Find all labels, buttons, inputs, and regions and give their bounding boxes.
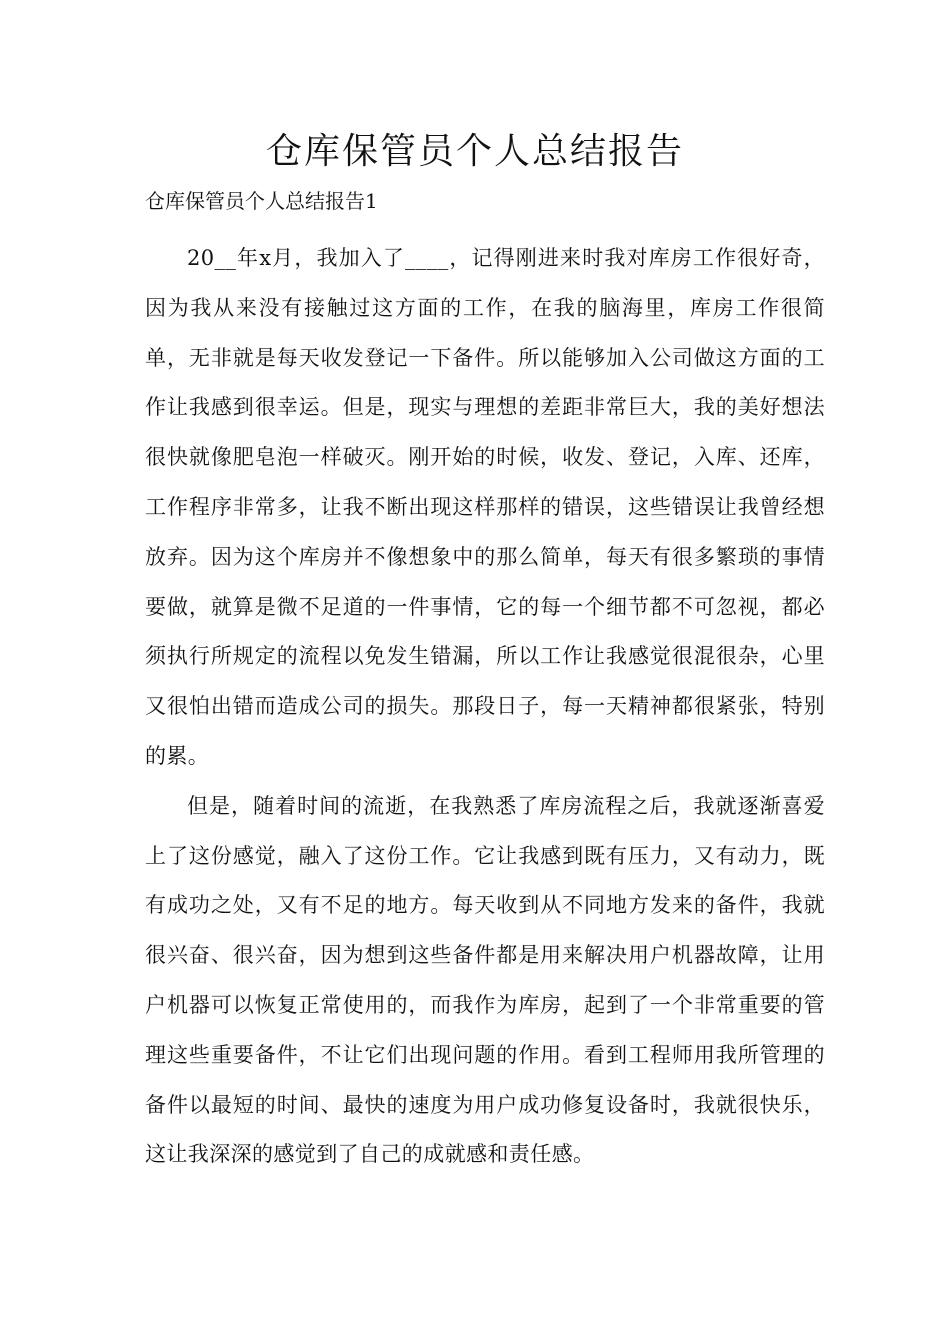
document-title: 仓库保管员个人总结报告 (265, 131, 684, 172)
document-body (145, 234, 825, 1180)
paragraph-1: 20__年x月，我加入了____，记得刚进来时我对库房工作很好奇，因为我从来没有接触过这方面的工作，在我的脑海里，库房工作很简单，无非就是每天收发登记一下备件。所以能够加入公司做这方面的工作让我感到很幸运。但是，现实与理想的差距非常巨大，我的美好想法很快就像肥皂泡一样破灭。刚开始的时候，收发、登记，入库、还库，工作程序非常多，让我不断出现这样那样的错误，这些错误让我曾经想放弃。因为这个库房并不像想象中的那么简单，每天有很多繁琐的事情要做，就算是微不足道的一件事情，它的每一个细节都不可忽视，都必须执行所规定的流程以免发生错漏，所以工作让我感觉很混很杂，心里又很怕出错而造成公司的损失。那段日子，每一天精神都很紧张，特别的累。 (145, 246, 825, 768)
paragraph-2: 但是，随着时间的流逝，在我熟悉了库房流程之后，我就逐渐喜爱上了这份感觉，融入了这份工作。它让我感到既有压力，又有动力，既有成功之处，又有不足的地方。每天收到从不同地方发来的备件，我就很兴奋、很兴奋，因为想到这些备件都是用来解决用户机器故障，让用户机器可以恢复正常使用的，而我作为库房，起到了一个非常重要的管理这些重要备件，不让它们出现问题的作用。看到工程师用我所管理的备件以最短的时间、最快的速度为用户成功修复设备时，我就很快乐，这让我深深的感觉到了自己的成就感和责任感。 (145, 793, 825, 1167)
section-heading: 仓库保管员个人总结报告1 (145, 189, 378, 213)
